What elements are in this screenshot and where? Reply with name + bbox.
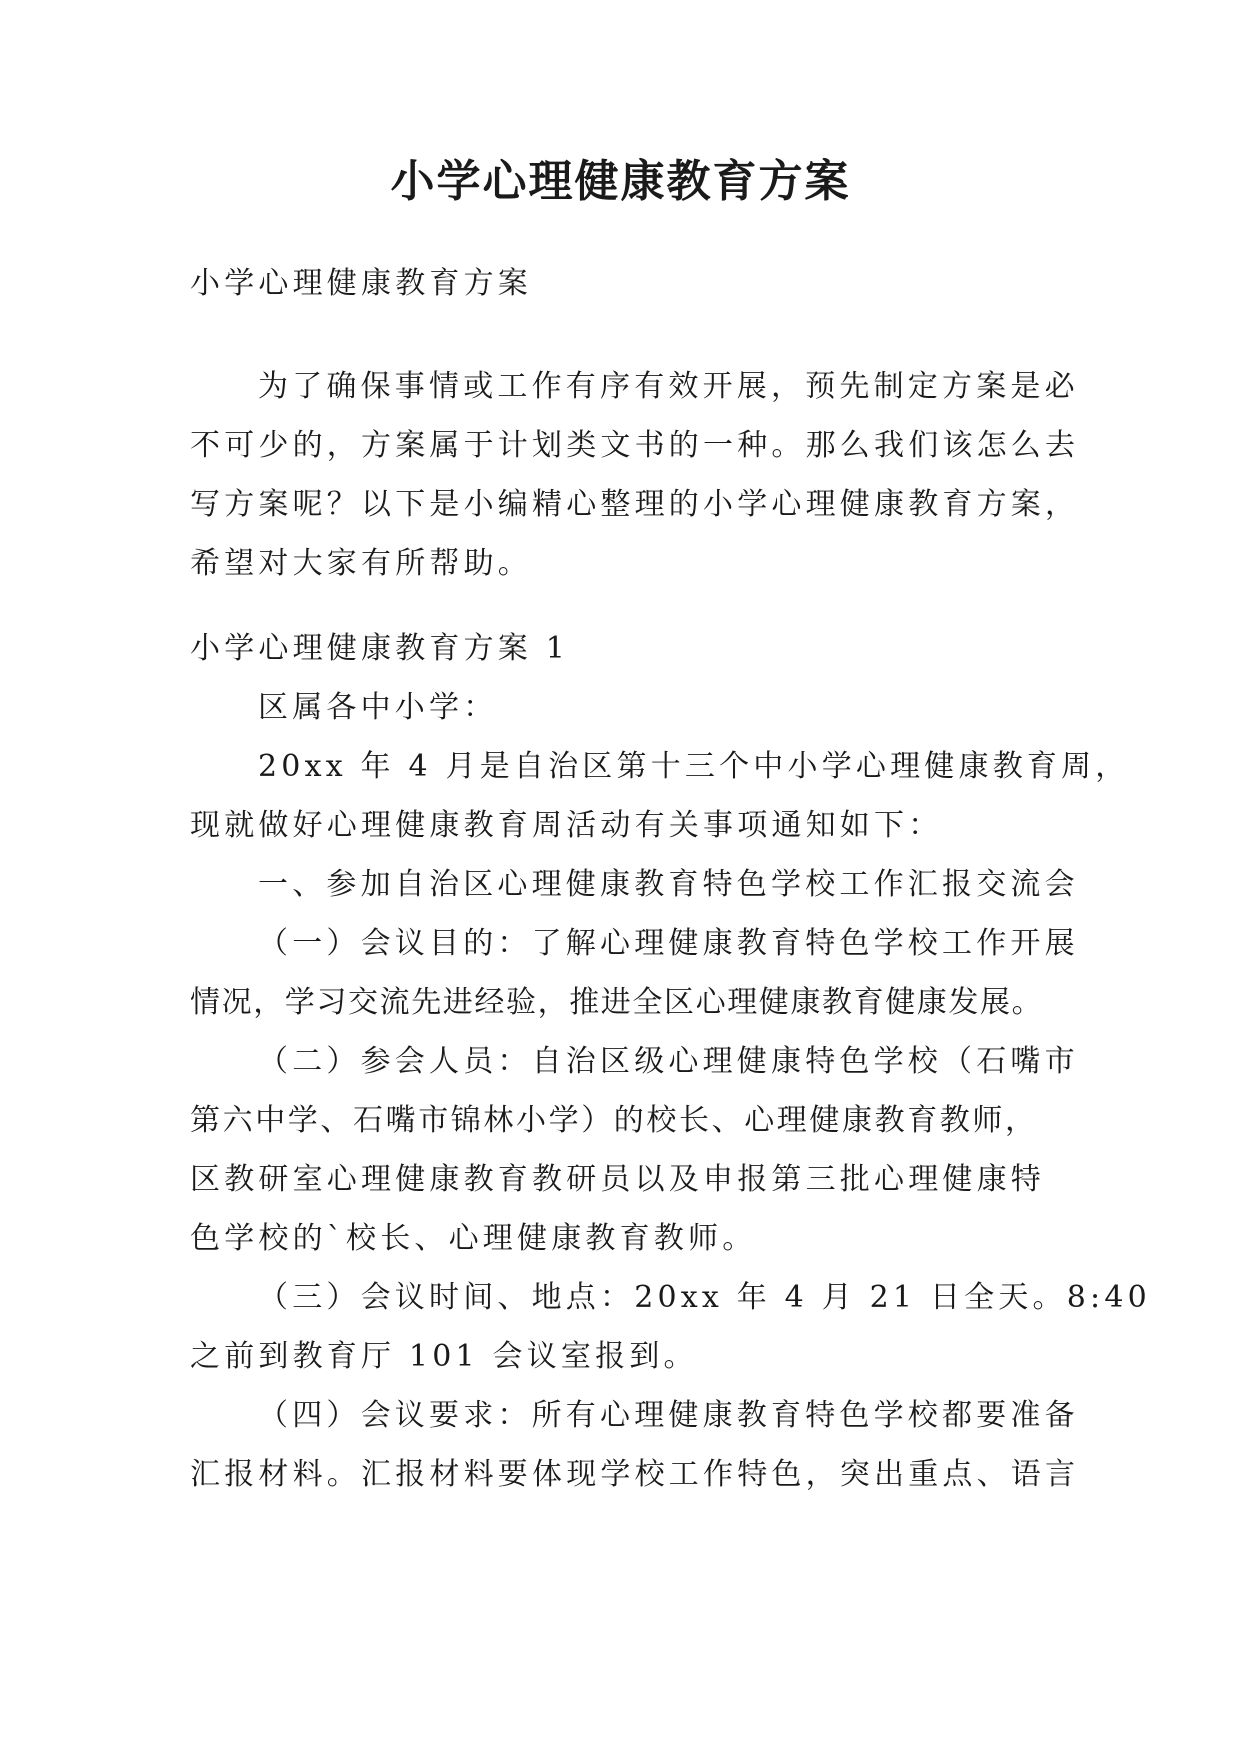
- body-line: 色学校的`校长、心理健康教育教师。: [190, 1221, 757, 1256]
- body-line: 情况，学习交流先进经验，推进全区心理健康教育健康发展。: [190, 985, 1044, 1020]
- intro-line: 写方案呢？以下是小编精心整理的小学心理健康教育方案，: [190, 487, 1080, 522]
- document-subtitle: 小学心理健康教育方案: [190, 266, 532, 301]
- body-line: （三）会议时间、地点：20xx 年 4 月 21 日全天。8:40: [258, 1280, 1151, 1315]
- intro-paragraph: [190, 357, 1080, 593]
- body-line: 现就做好心理健康教育周活动有关事项通知如下：: [190, 808, 943, 843]
- document-subtitle-block: [190, 254, 1060, 313]
- body-line: 区教研室心理健康教育教研员以及申报第三批心理健康特: [190, 1162, 1045, 1197]
- body-line: （二）参会人员：自治区级心理健康特色学校（石嘴市: [258, 1044, 1079, 1079]
- section-heading: 小学心理健康教育方案 1: [190, 631, 570, 666]
- intro-line: 希望对大家有所帮助。: [190, 546, 532, 581]
- body-line: （四）会议要求：所有心理健康教育特色学校都要准备: [258, 1398, 1079, 1433]
- body-line: 第六中学、石嘴市锦林小学）的校长、心理健康教育教师，: [190, 1103, 1038, 1138]
- body-line: 汇报材料。汇报材料要体现学校工作特色，突出重点、语言: [190, 1457, 1080, 1492]
- body-line: 一、参加自治区心理健康教育特色学校工作汇报交流会: [258, 867, 1079, 902]
- salutation: 区属各中小学：: [258, 690, 498, 725]
- intro-line: 不可少的，方案属于计划类文书的一种。那么我们该怎么去: [190, 428, 1080, 463]
- section-body: [190, 619, 1151, 1504]
- body-line: 之前到教育厅 101 会议室报到。: [190, 1339, 698, 1374]
- document-title: 小学心理健康教育方案: [390, 156, 851, 207]
- body-line: 20xx 年 4 月是自治区第十三个中小学心理健康教育周，: [258, 749, 1130, 784]
- body-line: （一）会议目的：了解心理健康教育特色学校工作开展: [258, 926, 1079, 961]
- intro-line: 为了确保事情或工作有序有效开展，预先制定方案是必: [258, 369, 1079, 404]
